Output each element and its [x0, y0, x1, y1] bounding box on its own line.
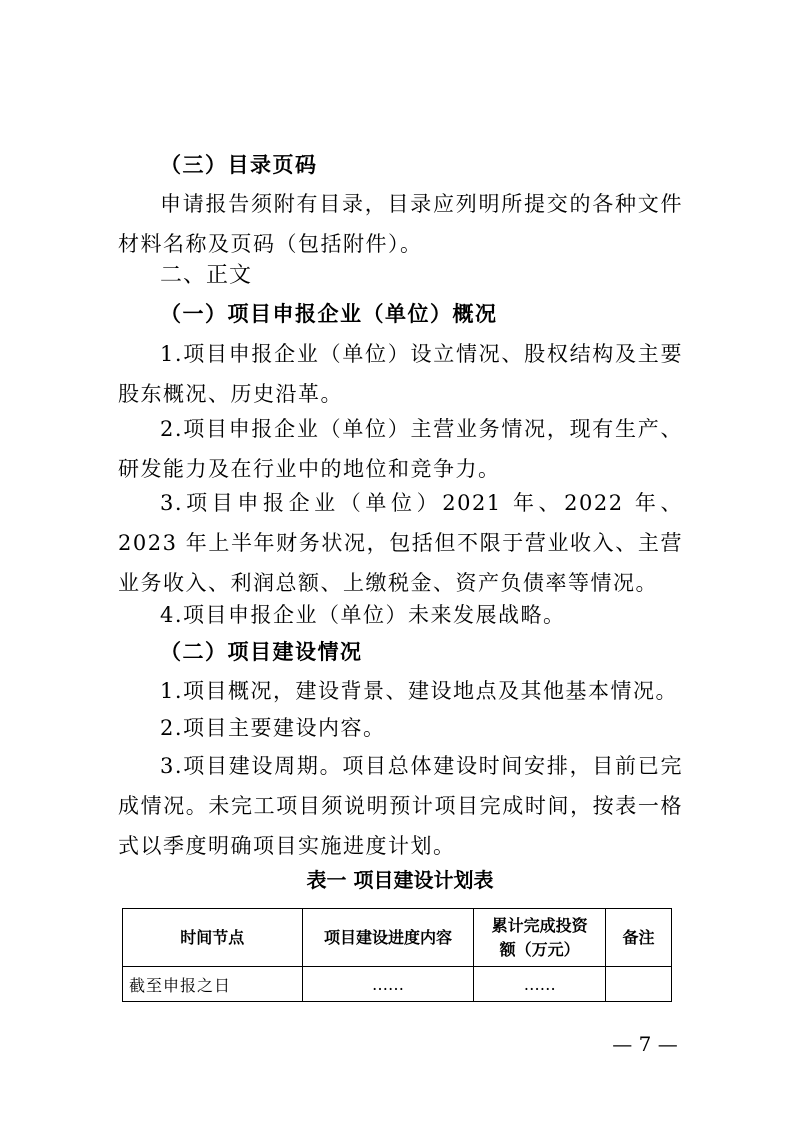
table-header-cell: 累计完成投资额（万元） — [474, 909, 606, 967]
table-cell — [606, 967, 672, 1002]
construction-plan-table — [122, 908, 672, 1002]
heading-construction: （二）项目建设情况 — [160, 640, 363, 664]
table-header-cell: 时间节点 — [123, 909, 303, 967]
item-construction-1: 1.项目概况，建设背景、建设地点及其他基本情况。 — [160, 679, 679, 703]
table-cell: …… — [474, 967, 606, 1002]
table-header-row — [123, 909, 672, 967]
item-company-3: 3.项目申报企业（单位）2021 年、2022 年、2023 年上半年财务状况，包括但不限于营业收入、主营业务收入、利润总额、上缴税金、资产负债率等情况。 — [118, 491, 683, 595]
page-number: — 7 — — [612, 1032, 678, 1056]
item-company-1: 1.项目申报企业（单位）设立情况、股权结构及主要股东概况、历史沿革。 — [118, 342, 683, 406]
item-construction-2: 2.项目主要建设内容。 — [160, 716, 386, 740]
table-cell: 截至申报之日 — [123, 967, 303, 1002]
item-company-4: 4.项目申报企业（单位）未来发展战略。 — [160, 603, 566, 627]
heading-catalog: （三）目录页码 — [160, 153, 318, 177]
heading-company-overview: （一）项目申报企业（单位）概况 — [160, 302, 498, 326]
item-construction-3: 3.项目建设周期。项目总体建设时间安排，目前已完成情况。未完工项目须说明预计项目完成时间，按表一格式以季度明确项目实施进度计划。 — [118, 754, 683, 858]
table-row — [123, 967, 672, 1002]
table-cell: …… — [302, 967, 474, 1002]
item-company-2: 2.项目申报企业（单位）主营业务情况，现有生产、研发能力及在行业中的地位和竞争力。 — [118, 417, 683, 481]
heading-main-text: 二、正文 — [160, 263, 253, 288]
paragraph-catalog: 申请报告须附有目录，目录应列明所提交的各种文件材料名称及页码（包括附件）。 — [118, 192, 683, 256]
table-caption: 表一 项目建设计划表 — [306, 868, 494, 892]
table-header-cell: 备注 — [606, 909, 672, 967]
table-header-cell: 项目建设进度内容 — [302, 909, 474, 967]
